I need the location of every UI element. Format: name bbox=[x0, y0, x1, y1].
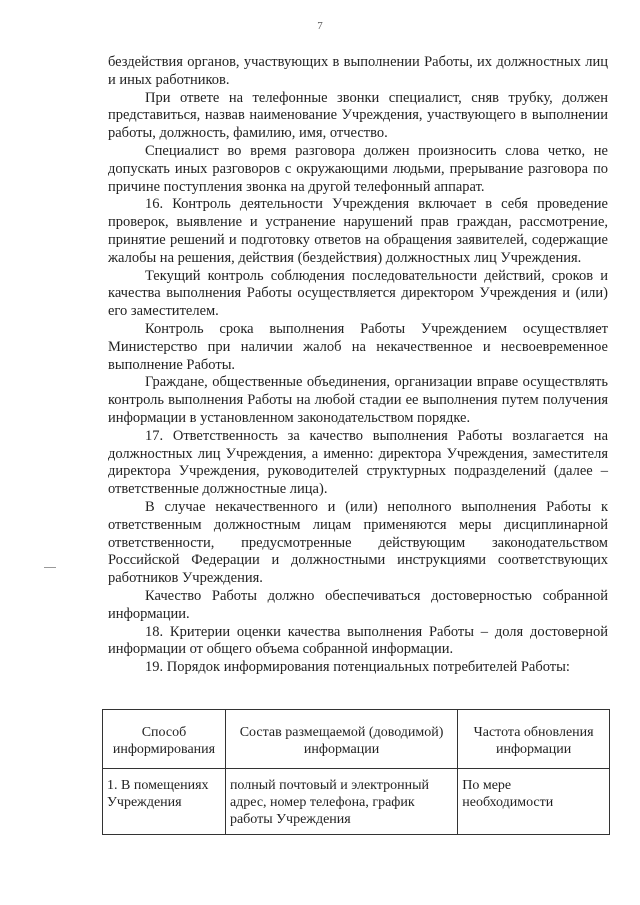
paragraph: Специалист во время разговора должен произносить слова четко, не допускать иных разговоров с окружающими людьми, прерывание разговора по причине поступления звонка на другой телефонный аппарат. bbox=[108, 142, 608, 195]
margin-mark bbox=[44, 567, 56, 568]
table-cell: По мере необходимости bbox=[458, 769, 610, 835]
paragraph: Граждане, общественные объединения, организации вправе осуществлять контроль выполнения Работы на любой стадии ее выполнения путем получения информации в установленном законодательством порядке. bbox=[108, 374, 608, 426]
header-method: Способ информирования bbox=[103, 710, 226, 769]
paragraph: При ответе на телефонные звонки специалист, сняв трубку, должен представиться, назвав наименование Учреждения, участвующего в выполнении работы, должность, фамилию, имя, отчество. bbox=[108, 89, 608, 142]
body-text bbox=[108, 54, 608, 677]
page-number: 7 bbox=[317, 20, 323, 32]
table-cell: полный почтовый и электронный адрес, номер телефона, график работы Учреждения bbox=[225, 769, 457, 835]
paragraph: 17. Ответственность за качество выполнения Работы возлагается на должностных лиц Учреждения, а именно: директора Учреждения, заместителя директора Учреждения, руководителей структурных подразделений (далее – ответственные должностные лица). bbox=[108, 427, 608, 498]
paragraph: 19. Порядок информирования потенциальных потребителей Работы: bbox=[145, 659, 570, 676]
table-cell: 1. В помещениях Учреждения bbox=[103, 769, 226, 835]
table-header-row bbox=[103, 710, 610, 769]
paragraph: В случае некачественного и (или) неполного выполнения Работы к ответственным должностным лицам применяются меры дисциплинарной ответственности, предусмотренные действующим законодательством Российской Федерации и должностными инструкциями соответствующих работников Учреждения. bbox=[108, 498, 608, 587]
paragraph: Контроль срока выполнения Работы Учреждением осуществляет Министерство при наличии жалоб на некачественное и несвоевременное выполнение Работы. bbox=[108, 320, 608, 373]
paragraph: бездействия органов, участвующих в выполнении Работы, их должностных лиц и иных работников. bbox=[108, 54, 608, 88]
paragraph: Качество Работы должно обеспечиваться достоверностью собранной информации. bbox=[108, 587, 608, 622]
information-table bbox=[102, 709, 610, 835]
paragraph: 18. Критерии оценки качества выполнения Работы – доля достоверной информации от общего объема собранной информации. bbox=[108, 623, 608, 658]
table-row bbox=[103, 769, 610, 835]
header-frequency: Частота обновления информации bbox=[458, 710, 610, 769]
paragraph: 16. Контроль деятельности Учреждения включает в себя проведение проверок, выявление и устранение нарушений прав граждан, рассмотрение, принятие решений и подготовку ответов на обращения заявителей, содержащие жалобы на решения, действия (бездействия) должностных лиц Учреждения. bbox=[108, 196, 608, 266]
paragraph: Текущий контроль соблюдения последовательности действий, сроков и качества выполнения Работы осуществляется директором Учреждения и (или) его заместителем. bbox=[108, 267, 608, 320]
header-content: Состав размещаемой (доводимой) информации bbox=[225, 710, 457, 769]
